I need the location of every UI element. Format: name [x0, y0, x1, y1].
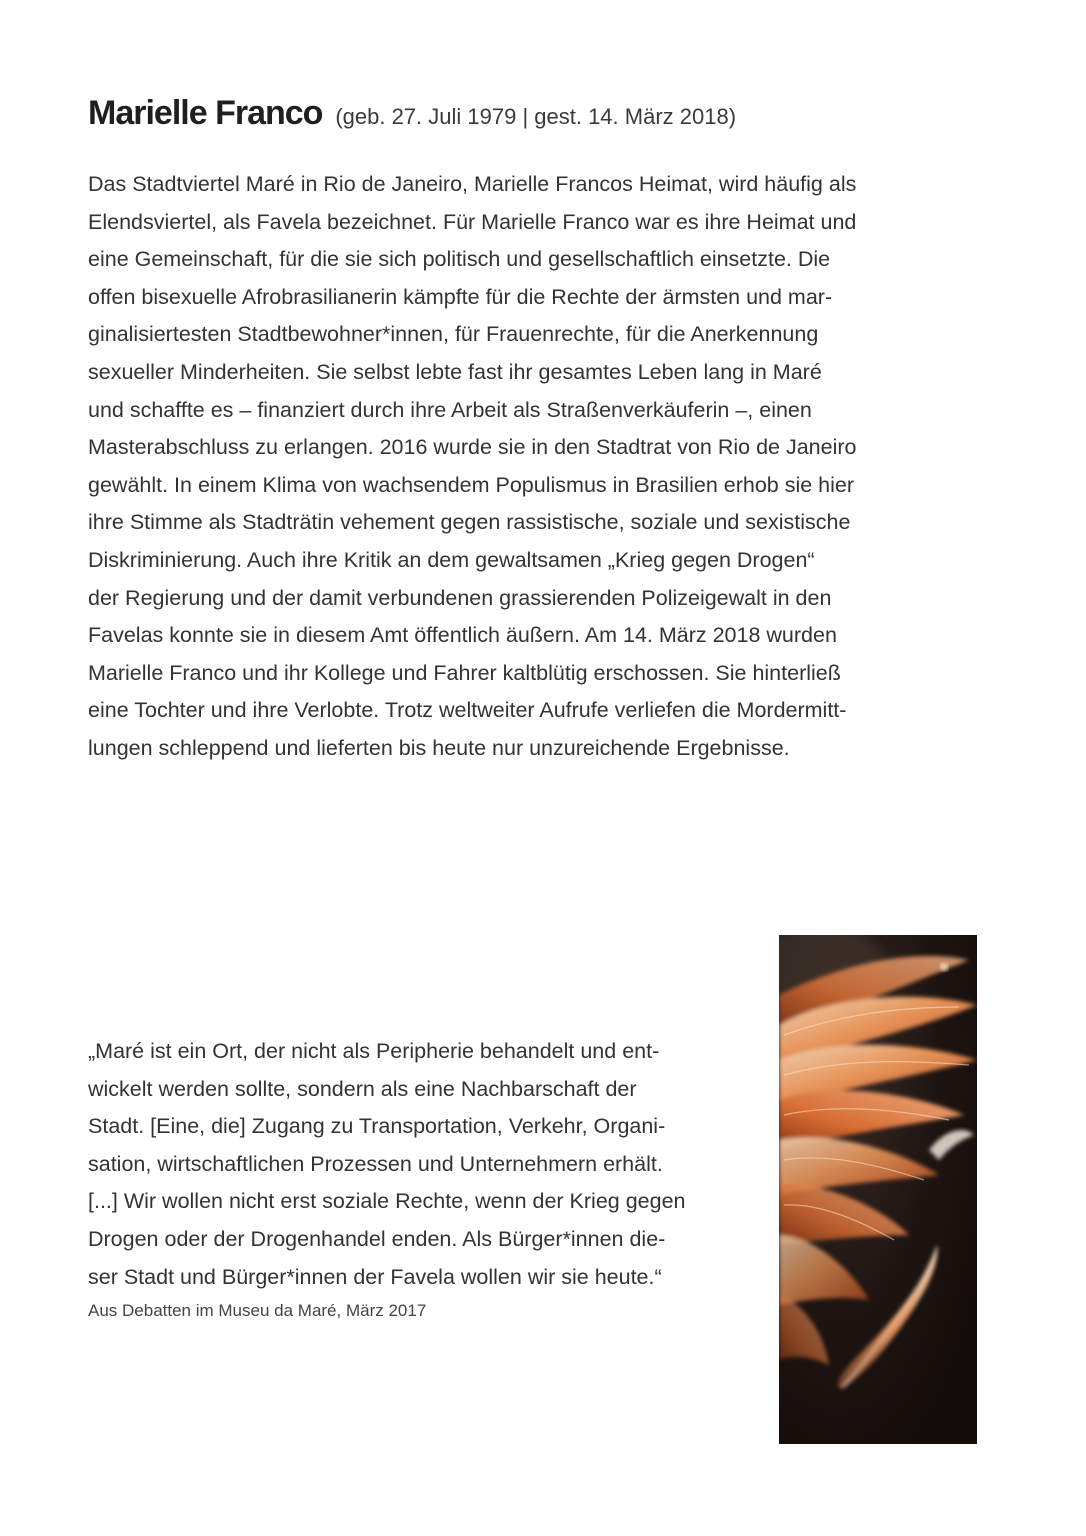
text-line: Elendsviertel, als Favela bezeichnet. Für Marielle Franco war es ihre Heimat und: [88, 209, 857, 234]
text-line: Diskriminierung. Auch ihre Kritik an dem gewaltsamen „Krieg gegen Drogen“: [88, 547, 815, 572]
text-line: lungen schleppend und lieferten bis heute nur unzureichende Ergebnisse.: [88, 735, 790, 760]
quote-line: [...] Wir wollen nicht erst soziale Rechte, wenn der Krieg gegen: [88, 1189, 686, 1214]
quote-line: ser Stadt und Bürger*innen der Favela wollen wir sie heute.“: [88, 1264, 662, 1289]
text-line: Masterabschluss zu erlangen. 2016 wurde sie in den Stadtrat von Rio de Janeiro: [88, 435, 857, 460]
text-line: Favelas konnte sie in diesem Amt öffentlich äußern. Am 14. März 2018 wurden: [88, 623, 837, 648]
quote-block: [88, 1033, 778, 1296]
text-line: offen bisexuelle Afrobrasilianerin kämpfte für die Rechte der ärmsten und mar-: [88, 284, 833, 309]
text-line: eine Gemeinschaft, für die sie sich politisch und gesellschaftlich einsetzte. Die: [88, 247, 831, 272]
text-line: Marielle Franco und ihr Kollege und Fahrer kaltblütig erschossen. Sie hinterließ: [88, 660, 841, 685]
text-line: und schaffte es – finanziert durch ihre Arbeit als Straßenverkäuferin –, einen: [88, 397, 812, 422]
text-line: gewählt. In einem Klima von wachsendem Populismus in Brasilien erhob sie hier: [88, 472, 855, 497]
text-line: der Regierung und der damit verbundenen grassierenden Polizeigewalt in den: [88, 585, 832, 610]
quote-line: sation, wirtschaftlichen Prozessen und Unternehmern erhält.: [88, 1151, 663, 1176]
page-title: [88, 88, 988, 142]
quote-source: Aus Debatten im Museu da Maré, März 2017: [88, 1301, 427, 1320]
abstract-flower-painting: [779, 935, 977, 1444]
text-line: Das Stadtviertel Maré in Rio de Janeiro, Marielle Francos Heimat, wird häufig als: [88, 172, 857, 196]
quote-line: „Maré ist ein Ort, der nicht als Peripherie behandelt und ent-: [88, 1039, 660, 1063]
quote-line: Drogen oder der Drogenhandel enden. Als Bürger*innen die-: [88, 1226, 666, 1251]
text-line: sexueller Minderheiten. Sie selbst lebte fast ihr gesamtes Leben lang in Maré: [88, 359, 822, 384]
quote-line: wickelt werden sollte, sondern als eine Nachbarschaft der: [88, 1076, 637, 1101]
quote-line: Stadt. [Eine, die] Zugang zu Transportation, Verkehr, Organi-: [88, 1114, 666, 1139]
biography-text: [88, 166, 968, 768]
text-line: ginalisiertesten Stadtbewohner*innen, für Frauenrechte, für die Anerkennung: [88, 322, 819, 347]
life-dates: (geb. 27. Juli 1979 | gest. 14. März 2018): [335, 104, 737, 129]
flower-painting-icon: [779, 935, 977, 1444]
text-line: ihre Stimme als Stadträtin vehement gegen rassistische, soziale und sexistische: [88, 510, 851, 535]
person-name: Marielle Franco: [88, 94, 323, 132]
text-line: eine Tochter und ihre Verlobte. Trotz weltweiter Aufrufe verliefen die Mordermitt-: [88, 698, 847, 723]
